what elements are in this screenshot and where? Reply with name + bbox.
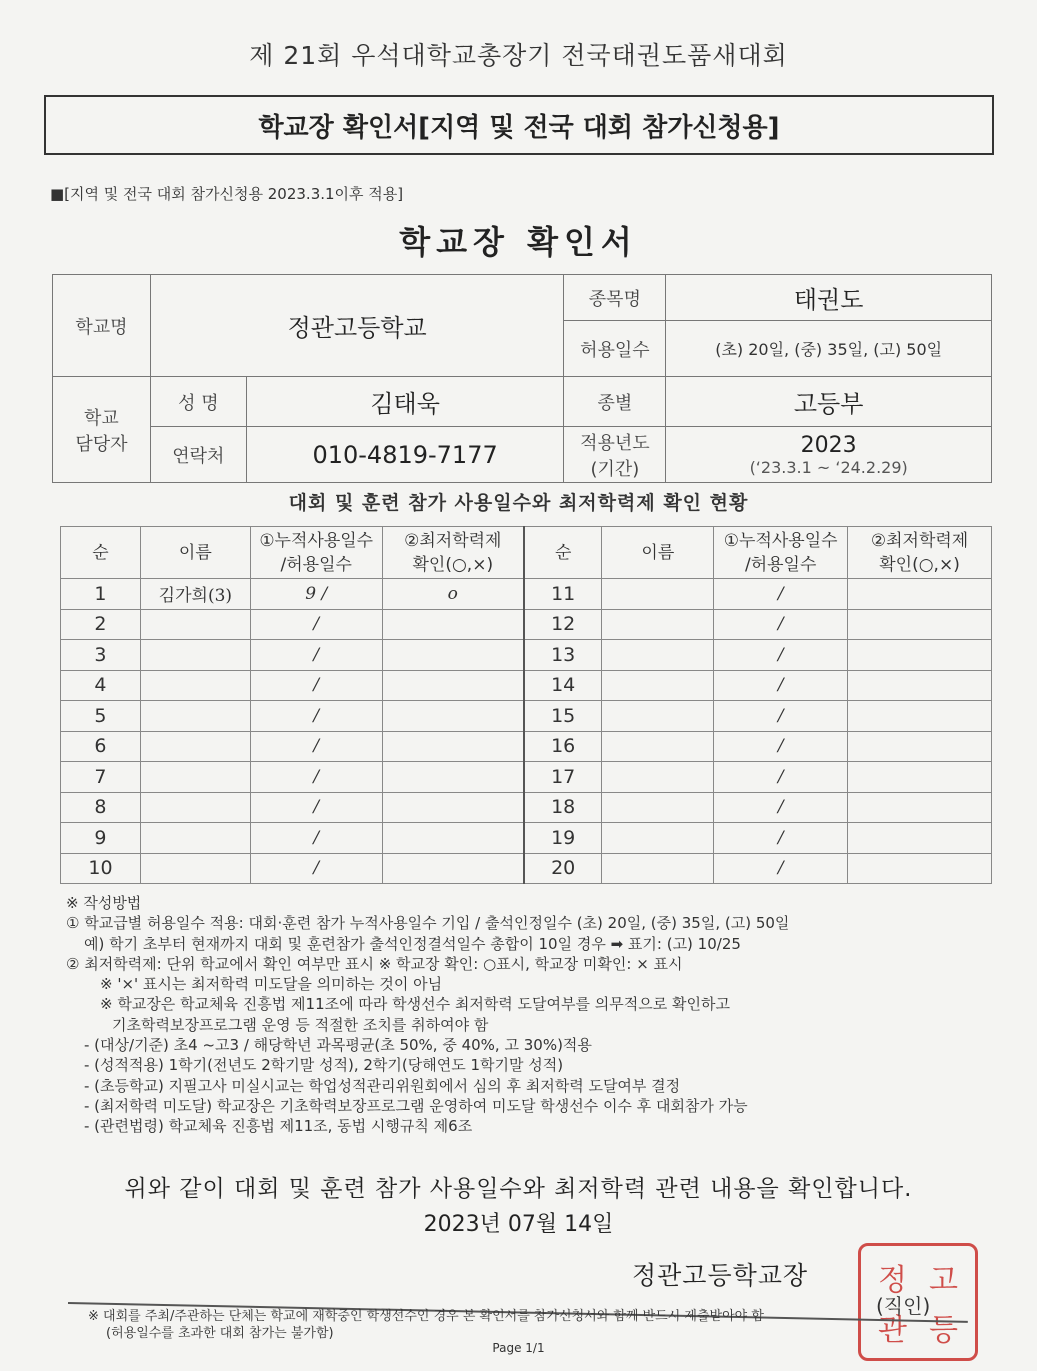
footer-note (88, 1308, 764, 1342)
document-title-box (44, 95, 994, 155)
row-days[interactable]: / (714, 792, 848, 823)
row-name[interactable]: 김가희(3) (140, 579, 250, 610)
row-days[interactable]: / (250, 670, 382, 701)
row-check[interactable] (382, 853, 524, 884)
note-line: ② 최저학력제: 단위 학교에서 확인 여부만 표시 ※ 학교장 확인: ○표시, 학교장 미확인: × 표시 (66, 954, 683, 973)
usage-section-title: 대회 및 훈련 참가 사용일수와 최저학력제 확인 현황 (288, 492, 749, 514)
school-label: 학교명 (53, 275, 151, 377)
event-title: 제 21회 우석대학교총장기 전국태권도품새대회 (249, 41, 788, 70)
sport-value: 태권도 (666, 275, 992, 321)
row-name[interactable] (602, 731, 714, 762)
page-number: Page 1/1 (492, 1341, 545, 1355)
note-line: - (성적적용) 1학기(전년도 2학기말 성적), 2학기(당해연도 1학기말 성적) (84, 1056, 564, 1075)
col-name-right: 이름 (602, 527, 714, 579)
year-label-line2: (기간) (590, 458, 640, 480)
seal-char: 등 (929, 1313, 958, 1348)
col-name-left: 이름 (140, 527, 250, 579)
row-no[interactable]: 13 (524, 640, 602, 671)
school-value: 정관고등학교 (150, 275, 564, 377)
main-title: 학교장 확인서 (399, 223, 638, 261)
row-check[interactable] (848, 701, 992, 732)
row-name[interactable] (602, 792, 714, 823)
table-row (61, 792, 992, 823)
confirmation-statement: 위와 같이 대회 및 훈련 참가 사용일수와 최저학력 관련 내용을 확인합니다. (124, 1176, 913, 1202)
row-days[interactable]: / (714, 762, 848, 793)
row-days[interactable]: / (250, 823, 382, 854)
principal-signature: 정관고등학교장 (632, 1261, 809, 1290)
contact-value: 010-4819-7177 (246, 427, 564, 483)
row-days[interactable]: / (250, 640, 382, 671)
division-label: 종별 (564, 377, 666, 427)
row-check[interactable] (848, 579, 992, 610)
row-days[interactable]: / (250, 762, 382, 793)
row-no[interactable]: 6 (61, 731, 141, 762)
row-check[interactable] (848, 792, 992, 823)
table-row (61, 670, 992, 701)
row-check[interactable] (382, 670, 524, 701)
note-line: - (관련법령) 학교체육 진흥법 제11조, 동법 시행규칙 제6조 (84, 1117, 473, 1136)
row-name[interactable] (602, 823, 714, 854)
col-days-left-l1: ①누적사용일수 (259, 530, 374, 551)
col-check-right-l1: ②최저학력제 (870, 530, 969, 551)
notes-heading: ※ 작성방법 (66, 894, 142, 912)
row-no[interactable]: 10 (61, 853, 141, 884)
row-name[interactable] (140, 609, 250, 640)
info-table (52, 274, 992, 483)
manager-label (53, 377, 151, 483)
row-name[interactable] (140, 792, 250, 823)
row-days[interactable]: / (714, 731, 848, 762)
row-check[interactable] (848, 609, 992, 640)
row-check[interactable] (382, 792, 524, 823)
row-name[interactable] (140, 762, 250, 793)
col-days-left (250, 527, 382, 579)
row-no[interactable]: 18 (524, 792, 602, 823)
note-line: - (대상/기준) 초4 ~고3 / 해당학년 과목평균(초 50%, 중 40%, 고 30%)적용 (84, 1036, 592, 1055)
row-no[interactable]: 3 (61, 640, 141, 671)
row-name[interactable] (602, 853, 714, 884)
col-check-right-l2: 확인(○,×) (879, 554, 960, 575)
seal-note: (직인) (876, 1294, 931, 1318)
row-days[interactable]: / (250, 792, 382, 823)
seal-char: 고 (929, 1263, 958, 1298)
row-check[interactable] (848, 823, 992, 854)
row-no[interactable]: 12 (524, 609, 602, 640)
row-name[interactable] (602, 640, 714, 671)
row-check[interactable] (382, 823, 524, 854)
row-days[interactable]: / (250, 853, 382, 884)
row-name[interactable] (602, 609, 714, 640)
row-check[interactable] (848, 853, 992, 884)
row-check[interactable]: o (382, 579, 524, 610)
row-no[interactable]: 1 (61, 579, 141, 610)
row-no[interactable]: 8 (61, 792, 141, 823)
row-days[interactable]: / (250, 609, 382, 640)
manager-label-line1: 학교 (84, 407, 119, 429)
row-no[interactable]: 16 (524, 731, 602, 762)
note-line: - (최저학력 미도달) 학교장은 기초학력보장프로그램 운영하여 미도달 학생선수 이수 후 대회참가 가능 (84, 1096, 748, 1115)
row-check[interactable] (382, 731, 524, 762)
row-no[interactable]: 19 (524, 823, 602, 854)
row-days[interactable]: / (714, 609, 848, 640)
table-row (61, 762, 992, 793)
col-days-right-l1: ①누적사용일수 (723, 530, 838, 551)
document-title: 학교장 확인서[지역 및 전국 대회 참가신청용] (258, 112, 780, 143)
row-check[interactable] (382, 640, 524, 671)
issue-date: 2023년 07월 14일 (423, 1212, 614, 1237)
row-check[interactable] (848, 640, 992, 671)
notice-line: ■[지역 및 전국 대회 참가신청용 2023.3.1이후 적용] (50, 185, 404, 203)
row-name[interactable] (140, 823, 250, 854)
row-check[interactable] (848, 670, 992, 701)
footer-line2: (허용일수를 초과한 대회 참가는 불가함) (106, 1326, 334, 1341)
row-no[interactable]: 15 (524, 701, 602, 732)
row-name[interactable] (602, 670, 714, 701)
col-check-left-l2: 확인(○,×) (412, 554, 494, 575)
row-days[interactable]: / (250, 701, 382, 732)
row-no[interactable]: 4 (61, 670, 141, 701)
table-row (61, 579, 992, 610)
table-row (61, 640, 992, 671)
row-no[interactable]: 5 (61, 701, 141, 732)
row-no[interactable]: 2 (61, 609, 141, 640)
seal-char: 관 (878, 1313, 907, 1348)
footer-line1: ※ 대회를 주최/주관하는 단체는 학교에 재학중인 학생선수인 경우 본 확인서를 참가신청서와 함께 반드시 제출받아야 함 (88, 1309, 764, 1324)
row-name[interactable] (140, 640, 250, 671)
row-name[interactable] (140, 701, 250, 732)
row-days[interactable]: / (714, 853, 848, 884)
col-no-left: 순 (61, 527, 141, 579)
year-value: 2023 (800, 432, 857, 458)
row-no[interactable]: 17 (524, 762, 602, 793)
row-days[interactable]: / (250, 731, 382, 762)
row-no[interactable]: 9 (61, 823, 141, 854)
row-no[interactable]: 7 (61, 762, 141, 793)
period-value: (‘23.3.1 ~ ‘24.2.29) (749, 457, 908, 477)
row-days[interactable]: / (714, 640, 848, 671)
notes-section (66, 893, 966, 1137)
row-no[interactable]: 14 (524, 670, 602, 701)
allowed-days-label: 허용일수 (564, 321, 666, 377)
division-value: 고등부 (666, 377, 992, 427)
name-value: 김태욱 (246, 377, 564, 427)
row-days[interactable]: 9 / (250, 579, 382, 610)
note-line: ※ '×' 표시는 최저학력 미도달을 의미하는 것이 아님 (100, 975, 443, 994)
row-days[interactable]: / (714, 670, 848, 701)
usage-table (60, 526, 992, 884)
col-no-right: 순 (524, 527, 602, 579)
note-line: 예) 학기 초부터 현재까지 대회 및 훈련참가 출석인정결석일수 총합이 10일 경우 ➡ 표기: (고) 10/25 (84, 934, 741, 953)
table-row (61, 701, 992, 732)
row-check[interactable] (382, 701, 524, 732)
year-label-line1: 적용년도 (580, 432, 650, 454)
col-check-left-l1: ②최저학력제 (404, 530, 502, 551)
name-label: 성 명 (150, 377, 246, 427)
row-days[interactable]: / (714, 579, 848, 610)
table-row (61, 609, 992, 640)
allowed-days-value: (초) 20일, (중) 35일, (고) 50일 (666, 321, 992, 377)
row-name[interactable] (140, 731, 250, 762)
year-label (564, 427, 666, 483)
col-days-right-l2: /허용일수 (744, 554, 817, 575)
col-check-right (848, 527, 992, 579)
row-no[interactable]: 11 (524, 579, 602, 610)
row-days[interactable]: / (714, 823, 848, 854)
col-check-left (382, 527, 524, 579)
note-line: ※ 학교장은 학교체육 진흥법 제11조에 따라 학생선수 최저학력 도달여부를 의무적으로 확인하고 (100, 995, 730, 1014)
table-row (61, 731, 992, 762)
note-line: ① 학교급별 허용일수 적용: 대회·훈련 참가 누적사용일수 기입 / 출석인정일수 (초) 20일, (중) 35일, (고) 50일 (66, 914, 790, 933)
col-days-left-l2: /허용일수 (280, 554, 352, 575)
row-name[interactable] (602, 701, 714, 732)
table-row (61, 823, 992, 854)
contact-label: 연락처 (150, 427, 246, 483)
row-name[interactable] (602, 579, 714, 610)
table-row (61, 853, 992, 884)
col-days-right (714, 527, 848, 579)
manager-label-line2: 담당자 (75, 433, 128, 455)
sport-label: 종목명 (564, 275, 666, 321)
row-name[interactable] (140, 670, 250, 701)
row-days[interactable]: / (714, 701, 848, 732)
year-cell (666, 427, 992, 483)
row-name[interactable] (140, 853, 250, 884)
row-check[interactable] (382, 762, 524, 793)
row-no[interactable]: 20 (524, 853, 602, 884)
note-line: 기초학력보장프로그램 운영 등 적절한 조치를 취하여야 함 (112, 1015, 489, 1034)
row-check[interactable] (382, 609, 524, 640)
row-check[interactable] (848, 731, 992, 762)
note-line: - (초등학교) 지필고사 미실시교는 학업성적관리위원회에서 심의 후 최저학력 도달여부 결정 (84, 1076, 681, 1095)
row-check[interactable] (848, 762, 992, 793)
seal-char: 정 (878, 1263, 907, 1298)
row-name[interactable] (602, 762, 714, 793)
